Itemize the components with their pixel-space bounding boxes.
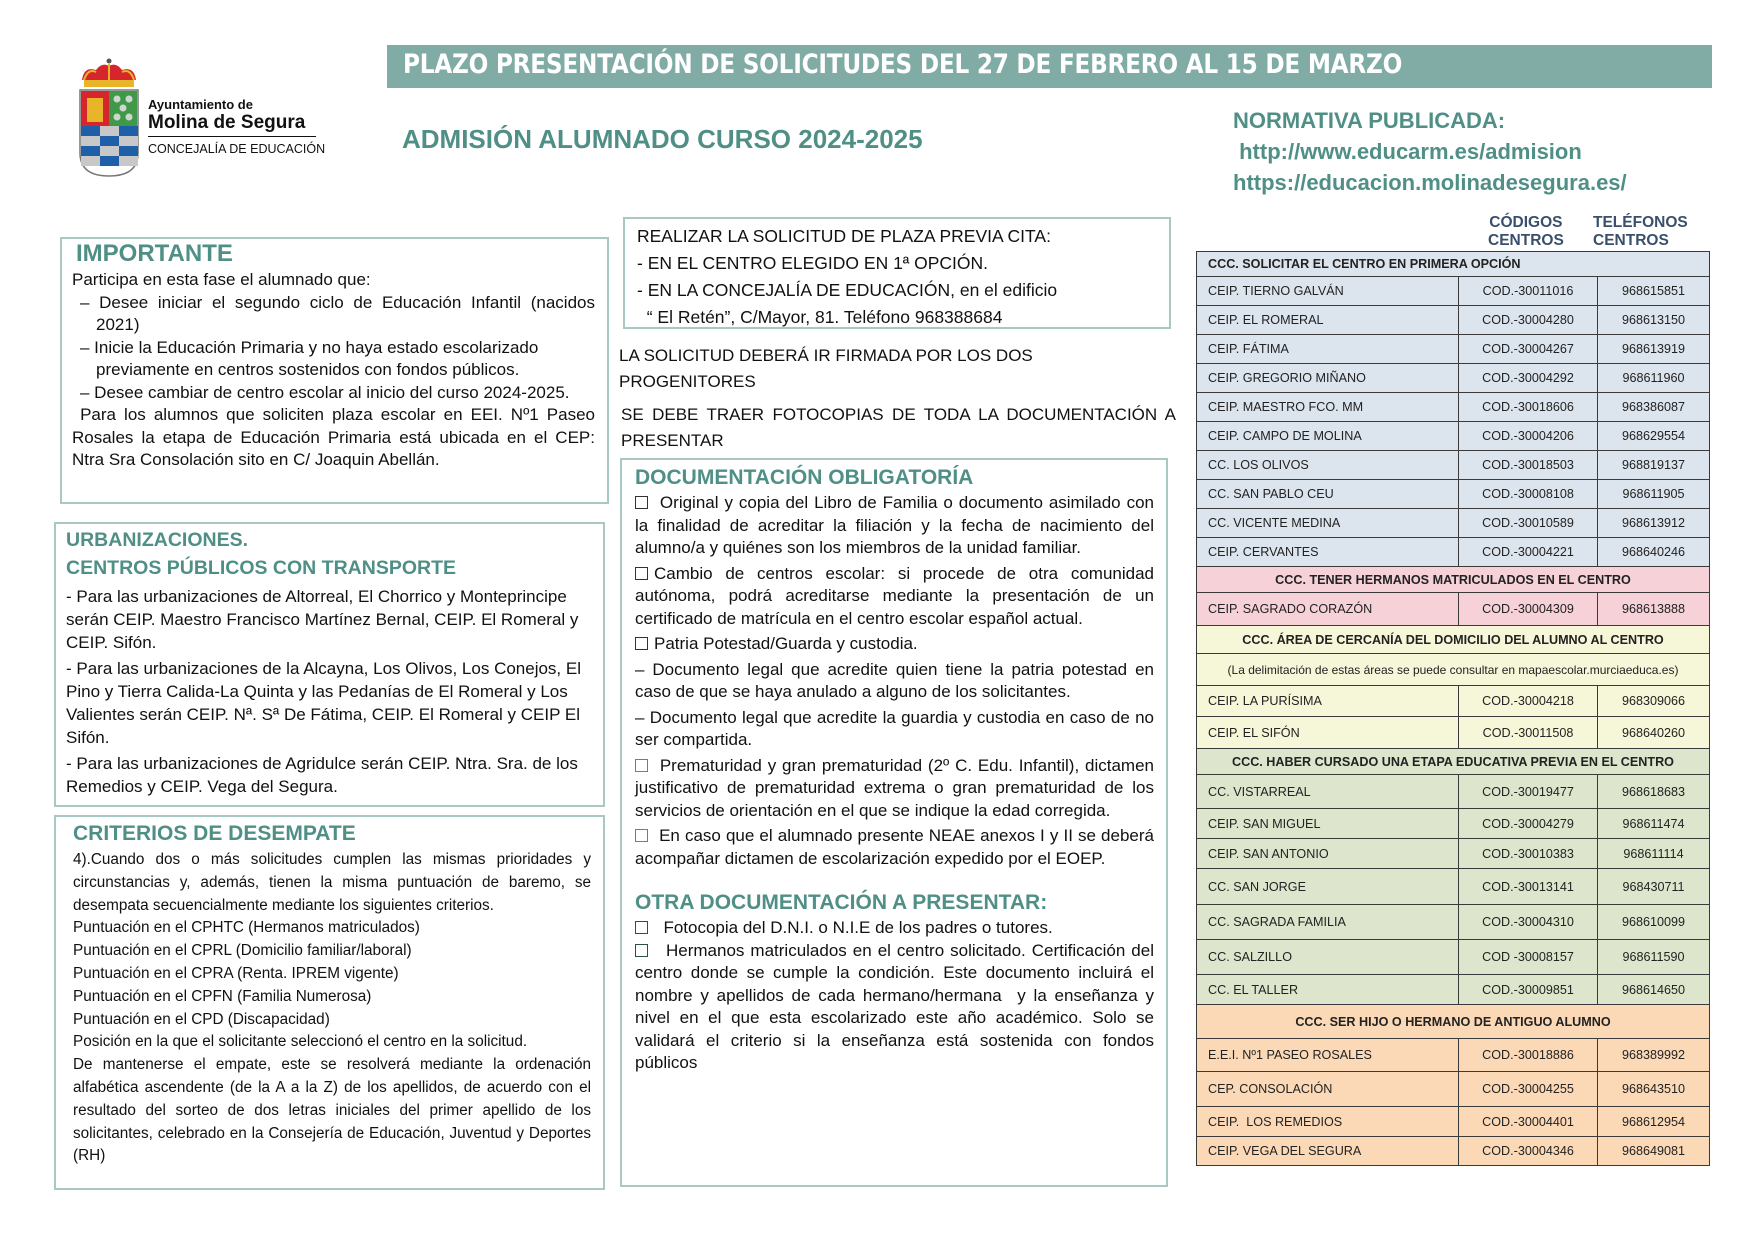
importante-title: IMPORTANTE xyxy=(76,240,233,267)
documentacion-box xyxy=(620,458,1168,1187)
table-row: CEIP. CAMPO DE MOLINA COD.-30004206 968629554 xyxy=(1197,422,1710,451)
table-row: CEIP. CERVANTES COD.-30004221 968640246 xyxy=(1197,538,1710,567)
checkbox-icon xyxy=(635,944,648,957)
educarm-link[interactable]: http://www.educarm.es/admision xyxy=(1233,139,1582,164)
checkbox-icon xyxy=(635,759,648,772)
table-row: CC. SAGRADA FAMILIA COD.-30004310 968610099 xyxy=(1197,905,1710,940)
otra-documentacion-title: OTRA DOCUMENTACIÓN A PRESENTAR: xyxy=(635,891,1048,914)
checkbox-icon xyxy=(635,921,648,934)
importante-item: – Desee iniciar el segundo ciclo de Educación Infantil (nacidos 2021) xyxy=(80,292,595,334)
urbanizaciones-item: - Para las urbanizaciones de Agridulce serán CEIP. Ntra. Sra. de los Remedios y CEIP. Vega del Segura. xyxy=(66,754,578,796)
codigos-header: CÓDIGOS CENTROS xyxy=(1488,214,1564,249)
table-section-header: CCC. TENER HERMANOS MATRICULADOS EN EL CENTRO xyxy=(1197,567,1710,593)
criterios-intro: 4).Cuando dos o más solicitudes cumplen las mismas prioridades y circunstancias y, además, tienen la misma puntuación de baremo, se desempata secuencialmente mediante los siguientes criterios. xyxy=(73,851,591,914)
checkbox-icon xyxy=(635,637,648,650)
fotocopias-notice: SE DEBE TRAER FOTOCOPIAS DE TODA LA DOCUMENTACIÓN A PRESENTAR xyxy=(621,405,1176,450)
importante-item: – Inicie la Educación Primaria y no haya estado escolarizado previamente en centros sostenidos con fondos públicos. xyxy=(80,337,539,379)
criterios-line: Posición en la que el solicitante seleccionó el centro en la solicitud. xyxy=(73,1033,528,1051)
table-row: CEIP. GREGORIO MIÑANO COD.-30004292 968611960 xyxy=(1197,364,1710,393)
doc-item: Cambio de centros escolar: si procede de otra comunidad autónoma, podrá acreditarse mediante la presentación de un certificado de matrícula en el centro escolar español actual. xyxy=(635,563,1154,628)
molina-education-link[interactable]: https://educacion.molinadesegura.es/ xyxy=(1233,170,1627,195)
importante-item: – Desee cambiar de centro escolar al inicio del curso 2024-2025. xyxy=(80,382,570,402)
logo-line-municipality: Molina de Segura xyxy=(148,112,316,137)
doc-item: Patria Potestad/Guarda y custodia. xyxy=(635,633,1154,656)
doc-item: En caso que el alumnado presente NEAE anexos I y II se deberá acompañar dictamen de escolarización expedido por el EOEP. xyxy=(635,826,1154,868)
table-row: CEIP. EL SIFÓN COD.-30011508 968640260 xyxy=(1197,717,1710,749)
urbanizaciones-subtitle: CENTROS PÚBLICOS CON TRANSPORTE xyxy=(66,557,457,579)
cita-line: - EN LA CONCEJALÍA DE EDUCACIÓN, en el edificio xyxy=(637,280,1058,300)
logo-line-department: CONCEJALÍA DE EDUCACIÓN xyxy=(148,142,326,156)
deadline-banner xyxy=(387,45,1712,88)
table-row: CEP. CONSOLACIÓN COD.-30004255 968643510 xyxy=(1197,1072,1710,1107)
table-row: CEIP. SAN MIGUEL COD.-30004279 968611474 xyxy=(1197,809,1710,839)
urbanizaciones-box xyxy=(54,522,605,807)
table-row: CC. SAN PABLO CEU COD.-30008108 968611905 xyxy=(1197,480,1710,509)
doc-item: – Documento legal que acredite la guardia y custodia en caso de no ser compartida. xyxy=(635,707,1154,749)
table-row: CC. SAN JORGE COD.-30013141 968430711 xyxy=(1197,869,1710,905)
normativa-section xyxy=(1233,105,1627,198)
criterios-line: Puntuación en el CPRL (Domicilio familiar/laboral) xyxy=(73,942,412,960)
table-row: CEIP. SAGRADO CORAZÓN COD.-30004309 968613888 xyxy=(1197,593,1710,626)
doc-item: Prematuridad y gran prematuridad (2º C. Edu. Infantil), dictamen justificativo de prematuridad extrema o gran prematuridad de los servicios de orientación en el que se indique la edad corregida. xyxy=(635,755,1154,820)
criterios-line: Puntuación en el CPD (Discapacidad) xyxy=(73,1010,330,1028)
table-section-header: CCC. SER HIJO O HERMANO DE ANTIGUO ALUMNO xyxy=(1197,1005,1710,1039)
checkbox-icon xyxy=(635,829,648,842)
table-row: E.E.I. Nº1 PASEO ROSALES COD.-30018886 968389992 xyxy=(1197,1039,1710,1072)
urbanizaciones-item: - Para las urbanizaciones de Altorreal, El Chorrico y Monteprincipe serán CEIP. Maestro Francisco Martínez Bernal, CEIP. El Romeral y CEIP. Sifón. xyxy=(66,587,579,652)
table-section-header: CCC. ÁREA DE CERCANÍA DEL DOMICILIO DEL ALUMNO AL CENTRO xyxy=(1197,626,1710,654)
importante-intro: Participa en esta fase el alumnado que: xyxy=(72,270,371,289)
table-row: CEIP. FÁTIMA COD.-30004267 968613919 xyxy=(1197,335,1710,364)
otra-doc-item: Fotocopia del D.N.I. o N.I.E de los padres o tutores. xyxy=(635,917,1154,940)
cita-line: “ El Retén”, C/Mayor, 81. Teléfono 968388684 xyxy=(637,307,1003,327)
table-row: CC. VISTARREAL COD.-30019477 968618683 xyxy=(1197,775,1710,809)
checkbox-icon xyxy=(635,567,648,580)
logo-text xyxy=(148,97,325,156)
table-note-row: (La delimitación de estas áreas se puede consultar en mapaescolar.murciaeduca.es) xyxy=(1197,654,1710,686)
centros-table xyxy=(1196,251,1710,1166)
criterios-closing: De mantenerse el empate, este se resolverá mediante la ordenación alfabética ascendente (de la A a la Z) de los apellidos, de acuerdo con el resultado del sorteo de dos letras iniciales del primer apellido de los solicitantes, celebrado en la Consejería de Educación, Juventud y Deportes (RH) xyxy=(73,1056,591,1165)
deadline-banner-text: PLAZO PRESENTACIÓN DE SOLICITUDES DEL 27 DE FEBRERO AL 15 DE MARZO xyxy=(403,49,1403,80)
importante-box xyxy=(60,237,609,504)
page-title: ADMISIÓN ALUMNADO CURSO 2024-2025 xyxy=(402,124,923,154)
firma-notice: LA SOLICITUD DEBERÁ IR FIRMADA POR LOS DOS PROGENITORES xyxy=(619,346,1033,391)
checkbox-icon xyxy=(635,496,648,509)
table-row: CC. EL TALLER COD.-30009851 968614650 xyxy=(1197,975,1710,1005)
municipal-coat-of-arms-logo xyxy=(78,58,140,178)
table-row: CC. LOS OLIVOS COD.-30018503 968819137 xyxy=(1197,451,1710,480)
table-row: CEIP. MAESTRO FCO. MM COD.-30018606 968386087 xyxy=(1197,393,1710,422)
table-section-header: CCC. HABER CURSADO UNA ETAPA EDUCATIVA PREVIA EN EL CENTRO xyxy=(1197,749,1710,775)
criterios-line: Puntuación en el CPFN (Familia Numerosa) xyxy=(73,987,372,1005)
urbanizaciones-item: - Para las urbanizaciones de la Alcayna, Los Olivos, Los Conejos, El Pino y Tierra Calida-La Quinta y las Pedanías de El Romeral y Los Valientes serán CEIP. Nª. Sª De Fátima, CEIP. El Romeral y CEIP El Sifón. xyxy=(66,659,581,747)
criterios-title: CRITERIOS DE DESEMPATE xyxy=(73,822,356,845)
table-row: CEIP. LA PURÍSIMA COD.-30004218 968309066 xyxy=(1197,686,1710,717)
logo-line-ayuntamiento: Ayuntamiento de xyxy=(148,97,253,112)
cita-line: - EN EL CENTRO ELEGIDO EN 1ª OPCIÓN. xyxy=(637,253,989,273)
table-row: CEIP. EL ROMERAL COD.-30004280 968613150 xyxy=(1197,306,1710,335)
documentacion-title: DOCUMENTACIÓN OBLIGATORÍA xyxy=(635,466,974,489)
cita-line: REALIZAR LA SOLICITUD DE PLAZA PREVIA CITA: xyxy=(637,226,1051,246)
table-row: CC. VICENTE MEDINA COD.-30010589 968613912 xyxy=(1197,509,1710,538)
telefonos-header: TELÉFONOS CENTROS xyxy=(1593,214,1688,249)
table-row: CEIP. SAN ANTONIO COD.-30010383 968611114 xyxy=(1197,839,1710,869)
otra-doc-item: Hermanos matriculados en el centro solicitado. Certificación del centro donde se cumple la condición. Este documento incluirá el nombre y apellidos de cada hermano/hermana y la enseñanza y nivel en el que esta escolarizado este año académico. Solo se validará el criterio si la enseñanza está sostenida con fondos públicos xyxy=(635,940,1159,1072)
table-row: CEIP. TIERNO GALVÁN COD.-30011016 968615851 xyxy=(1197,277,1710,306)
criterios-desempate-box xyxy=(54,815,605,1190)
urbanizaciones-title: URBANIZACIONES. xyxy=(66,529,249,551)
table-row: CEIP. VEGA DEL SEGURA COD.-30004346 968649081 xyxy=(1197,1137,1710,1166)
table-section-header: CCC. SOLICITAR EL CENTRO EN PRIMERA OPCIÓN xyxy=(1197,252,1710,277)
doc-item: Original y copia del Libro de Familia o documento asimilado con la finalidad de acreditar la filiación y la fecha de nacimiento del alumno/a y quiénes son los miembros de la unidad familiar. xyxy=(635,493,1154,557)
cita-previa-box xyxy=(623,217,1171,329)
criterios-line: Puntuación en el CPHTC (Hermanos matriculados) xyxy=(73,919,420,937)
normativa-label: NORMATIVA PUBLICADA: xyxy=(1233,108,1506,133)
criterios-line: Puntuación en el CPRA (Renta. IPREM vigente) xyxy=(73,964,399,982)
doc-item: – Documento legal que acredite quien tiene la patria potestad en caso de que se haya anulado a alguno de los solicitantes. xyxy=(635,659,1154,701)
importante-note: Para los alumnos que soliciten plaza escolar en EEI. Nº1 Paseo Rosales la etapa de Educación Primaria está ubicada en el CEP: Ntra Sra Consolación sito en C/ Joaquin Abellán. xyxy=(72,405,600,469)
table-row: CC. SALZILLO COD -30008157 968611590 xyxy=(1197,940,1710,975)
table-row: CEIP. LOS REMEDIOS COD.-30004401 968612954 xyxy=(1197,1107,1710,1137)
